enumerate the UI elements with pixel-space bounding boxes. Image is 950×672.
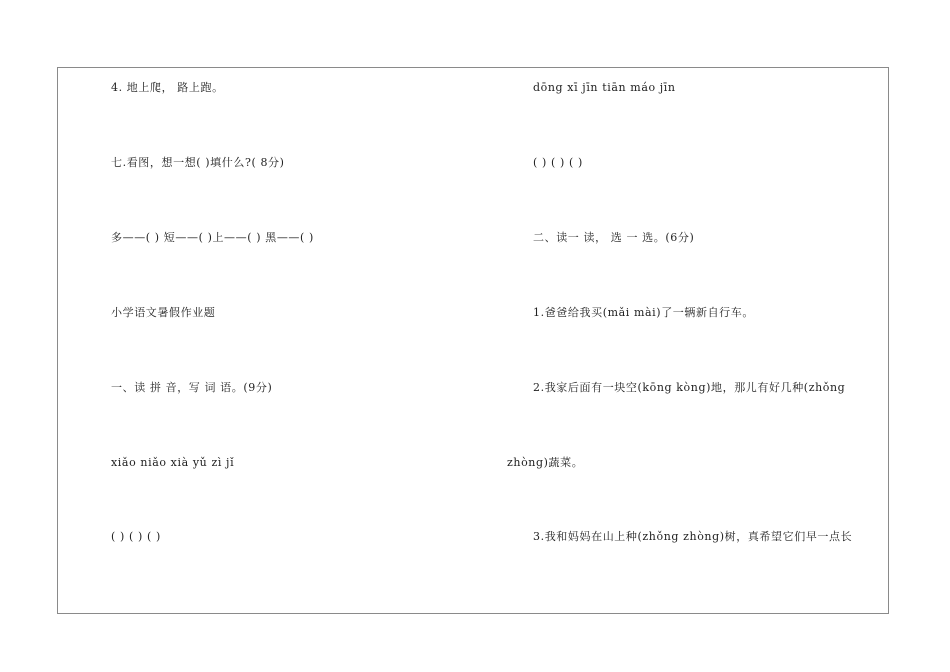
- antonym-blanks-line: 多——( ) 短——( )上——( ) 黑——( ): [111, 231, 314, 244]
- section-2-heading: 二、读一 读， 选 一 选。(6分): [533, 231, 695, 244]
- section-1-heading: 一、读 拼 音，写 词 语。(9分): [111, 381, 273, 394]
- question-3-line: 3.我和妈妈在山上种(zhǒng zhòng)树，真希望它们早一点长: [533, 530, 853, 543]
- question-2-continuation: zhòng)蔬菜。: [507, 456, 584, 469]
- pinyin-line-2: dōng xī jīn tiān máo jīn: [533, 81, 676, 94]
- exercise-4-line: 4. 地上爬， 路上跑。: [111, 81, 224, 94]
- homework-title: 小学语文暑假作业题: [111, 306, 216, 319]
- answer-blanks-2: ( ) ( ) ( ): [533, 156, 583, 169]
- question-1-line: 1.爸爸给我买(mǎi mài)了一辆新自行车。: [533, 306, 754, 319]
- section-7-heading: 七.看图，想一想( )填什么?( 8分): [111, 156, 285, 169]
- question-2-line: 2.我家后面有一块空(kōng kòng)地，那儿有好几种(zhǒng: [533, 381, 846, 394]
- answer-blanks-1: ( ) ( ) ( ): [111, 530, 161, 543]
- pinyin-line-1: xiǎo niǎo xià yǔ zì jǐ: [111, 456, 235, 469]
